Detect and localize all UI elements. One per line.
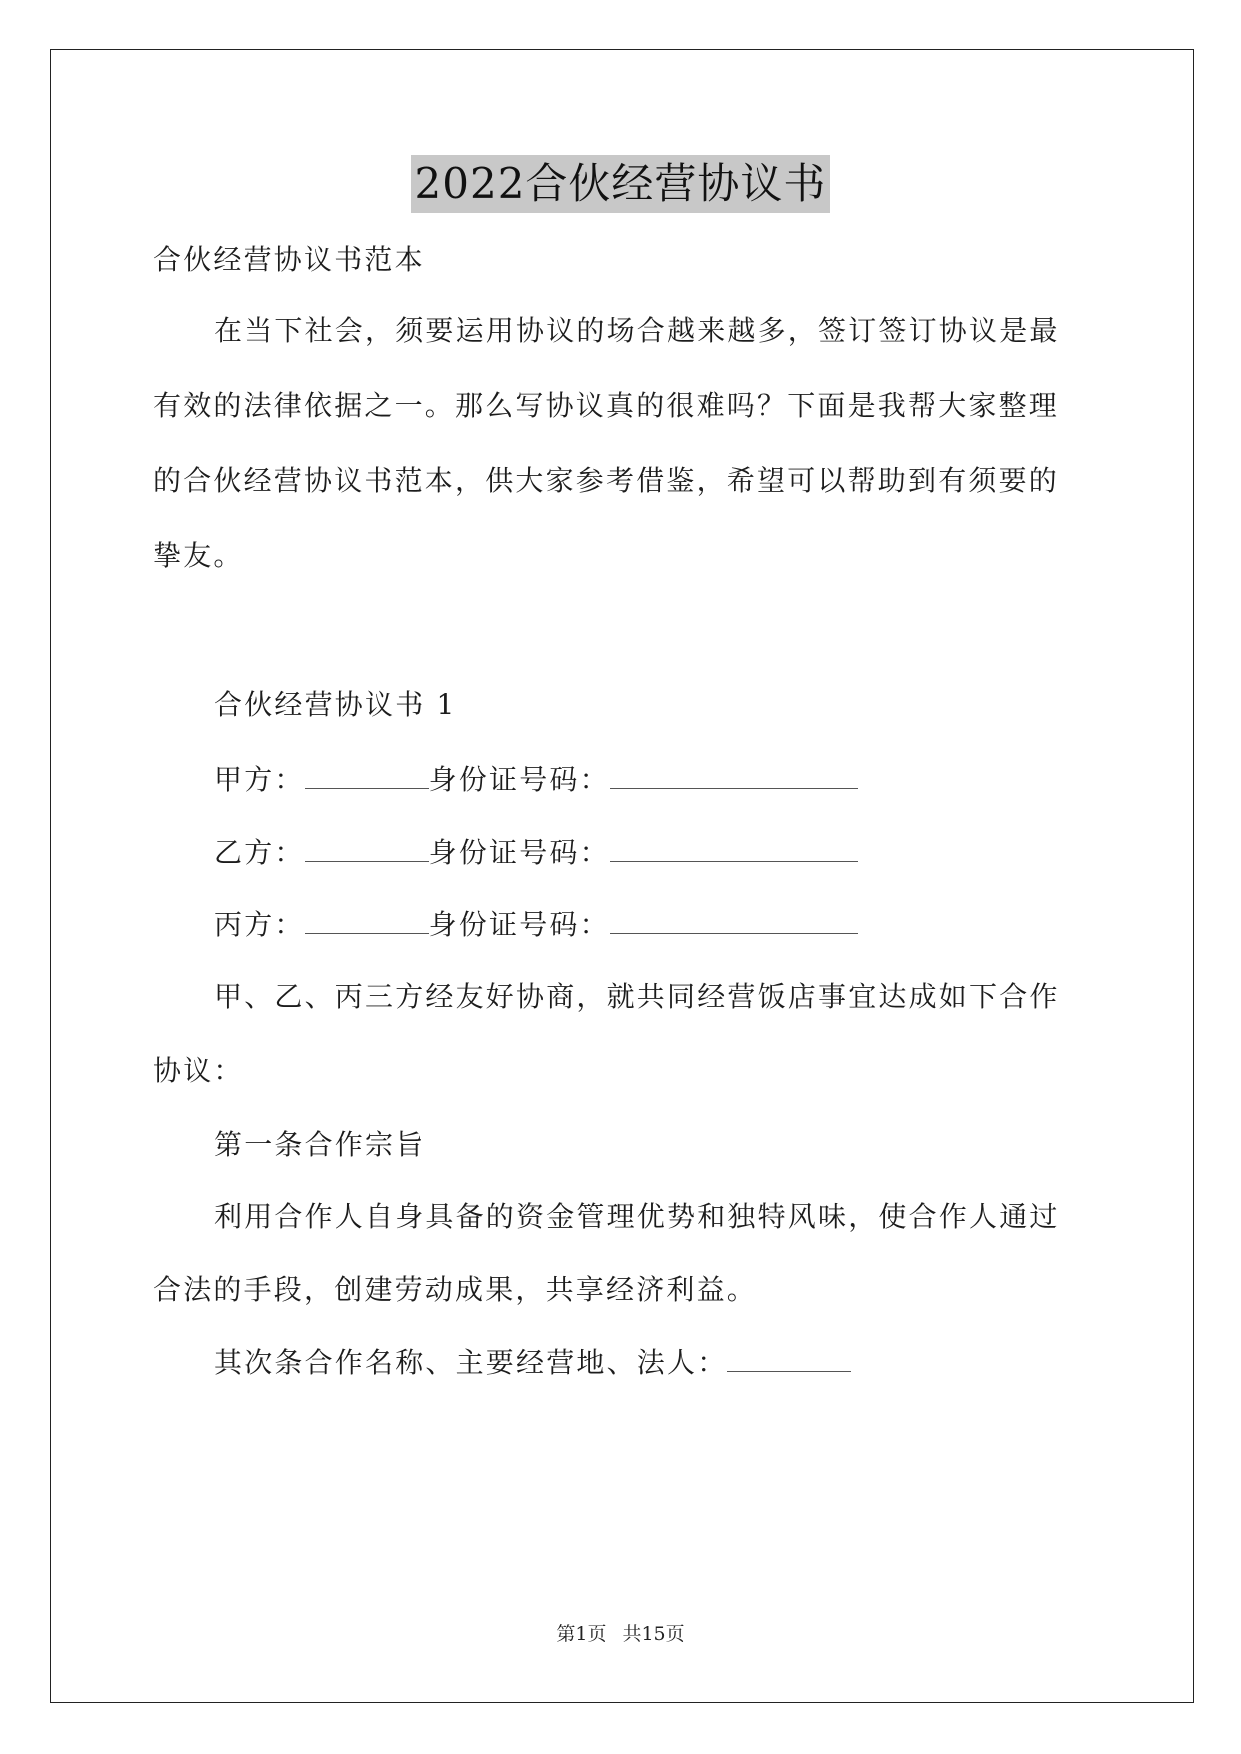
agreement-line-1: 甲、乙、丙三方经友好协商，就共同经营饭店事宜达成如下合作 (214, 980, 1060, 1013)
party-row-a (214, 760, 858, 800)
title-container (0, 155, 1241, 213)
intro-line-4: 挚友。 (153, 539, 244, 572)
party-label: 甲方： (214, 763, 305, 796)
id-label: 身份证号码： (428, 763, 610, 796)
agreement-line-2: 协议： (153, 1054, 244, 1087)
name-blank (305, 766, 429, 789)
party-label: 乙方： (214, 836, 305, 869)
id-blank (610, 766, 858, 789)
section-title: 合伙经营协议书 1 (214, 688, 457, 721)
party-label: 丙方： (214, 908, 305, 941)
intro-line-1: 在当下社会，须要运用协议的场合越来越多，签订签订协议是最 (214, 314, 1060, 347)
article1-line-2: 合法的手段，创建劳动成果，共享经济利益。 (153, 1273, 758, 1306)
article2-line (214, 1343, 851, 1383)
id-blank (610, 911, 858, 934)
page-total: 共15页 (622, 1623, 685, 1645)
legal-person-blank (727, 1349, 851, 1372)
document-title: 2022合伙经营协议书 (411, 155, 831, 213)
article1-title: 第一条合作宗旨 (214, 1128, 426, 1161)
id-label: 身份证号码： (428, 836, 610, 869)
id-label: 身份证号码： (428, 908, 610, 941)
document-subtitle: 合伙经营协议书范本 (153, 243, 425, 276)
page-border (50, 49, 1194, 1703)
page-footer (0, 1619, 1241, 1646)
party-row-b (214, 833, 858, 873)
article2-text: 其次条合作名称、主要经营地、法人： (214, 1346, 728, 1379)
name-blank (305, 839, 429, 862)
intro-line-2: 有效的法律依据之一。那么写协议真的很难吗？下面是我帮大家整理 (153, 389, 1060, 422)
intro-line-3: 的合伙经营协议书范本，供大家参考借鉴，希望可以帮助到有须要的 (153, 464, 1060, 497)
name-blank (305, 911, 429, 934)
page-number: 第1页 (556, 1623, 607, 1645)
id-blank (610, 839, 858, 862)
article1-line-1: 利用合作人自身具备的资金管理优势和独特风味，使合作人通过 (214, 1200, 1060, 1233)
party-row-c (214, 905, 858, 945)
